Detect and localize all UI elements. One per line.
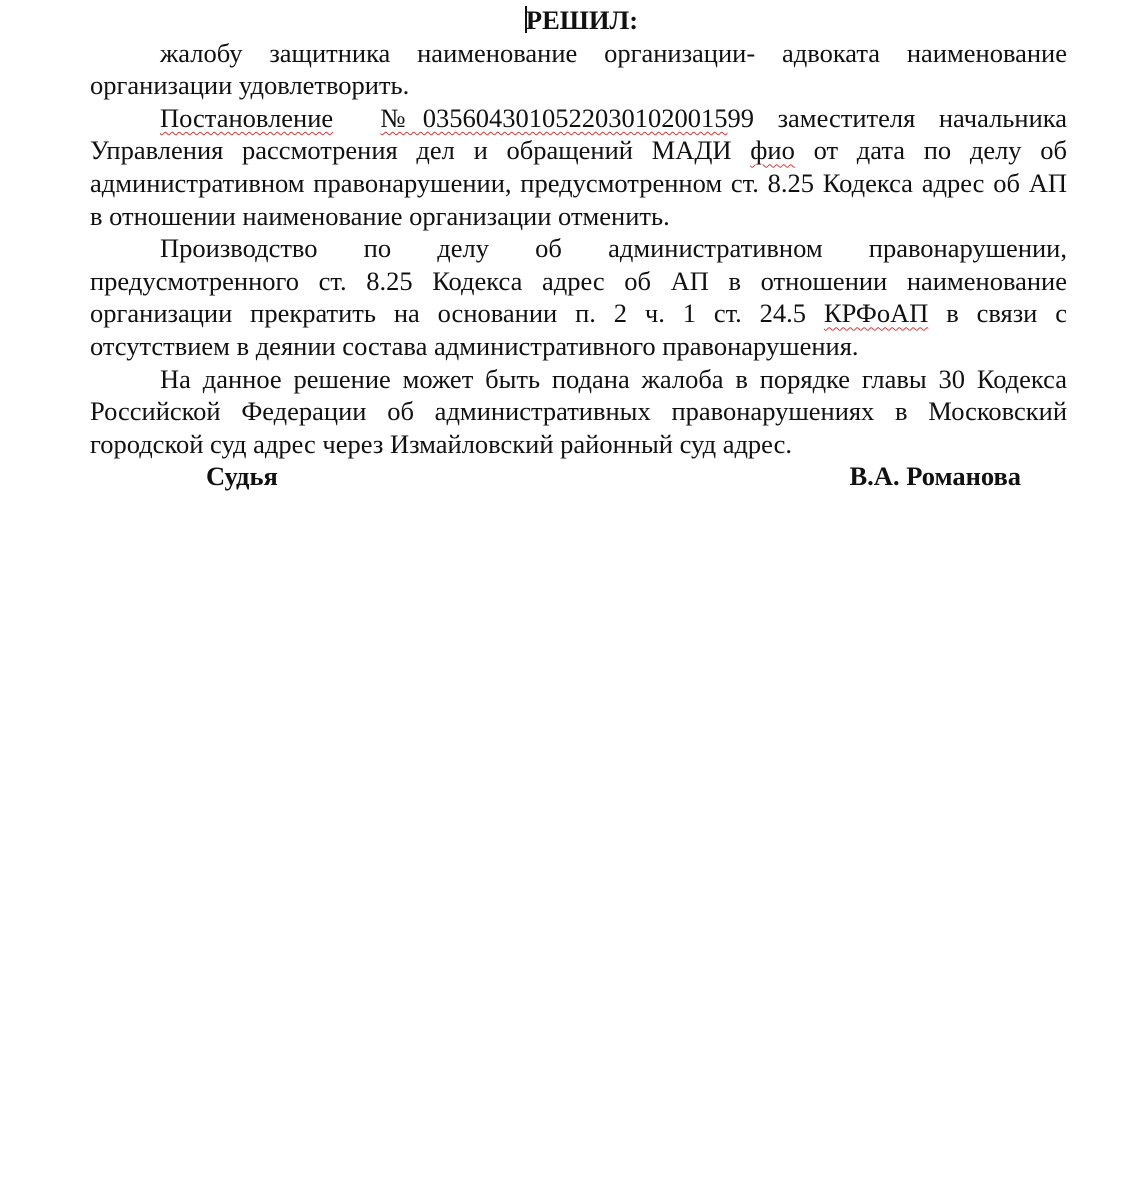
paragraph-appeal: На данное решение может быть подана жалоба в порядке главы 30 Кодекса Российской Федерации об административных правонарушениях в Московский городской суд адрес через Измайловский районный суд адрес. (90, 363, 1067, 459)
code-abbreviation: КРФоАП (823, 298, 929, 329)
paragraph-termination (90, 232, 1067, 362)
ruling-number: №03560430105220301020015 (380, 102, 728, 133)
decision-heading (90, 4, 1067, 37)
document-body (90, 4, 1067, 493)
signature-name: В.А. Романова (849, 461, 1021, 492)
signature-role: Судья (206, 461, 278, 492)
postanovlenie-word: Постановление (160, 102, 334, 133)
termination-text-before: Производство по делу об административном правонарушении, предусмотренного ст. 8.25 Кодекса адрес об АП в отношении наименование организации прекратить на основании п. 2 ч. 1 ст. 24.5 (90, 233, 1067, 329)
ruling-text-after-name: от дата по делу об административном правонарушении, предусмотренном ст. 8.25 Кодекса адрес об АП в отношении наименование организации отменить. (90, 135, 1067, 231)
paragraph-ruling (90, 102, 1067, 232)
signature-line (90, 460, 1067, 493)
termination-text-after: в связи с отсутствием в деянии состава административного правонарушения. (90, 298, 1067, 361)
ruling-number-tail: 99 (727, 102, 754, 133)
decision-heading-text: РЕШИЛ: (525, 5, 639, 35)
ruling-text-before-name: заместителя начальника Управления рассмотрения дел и обращений МАДИ (90, 102, 1067, 166)
paragraph-complaint: жалобу защитника наименование организации- адвоката наименование организации удовлетворить. (90, 37, 1067, 101)
official-name: фио (750, 135, 795, 166)
